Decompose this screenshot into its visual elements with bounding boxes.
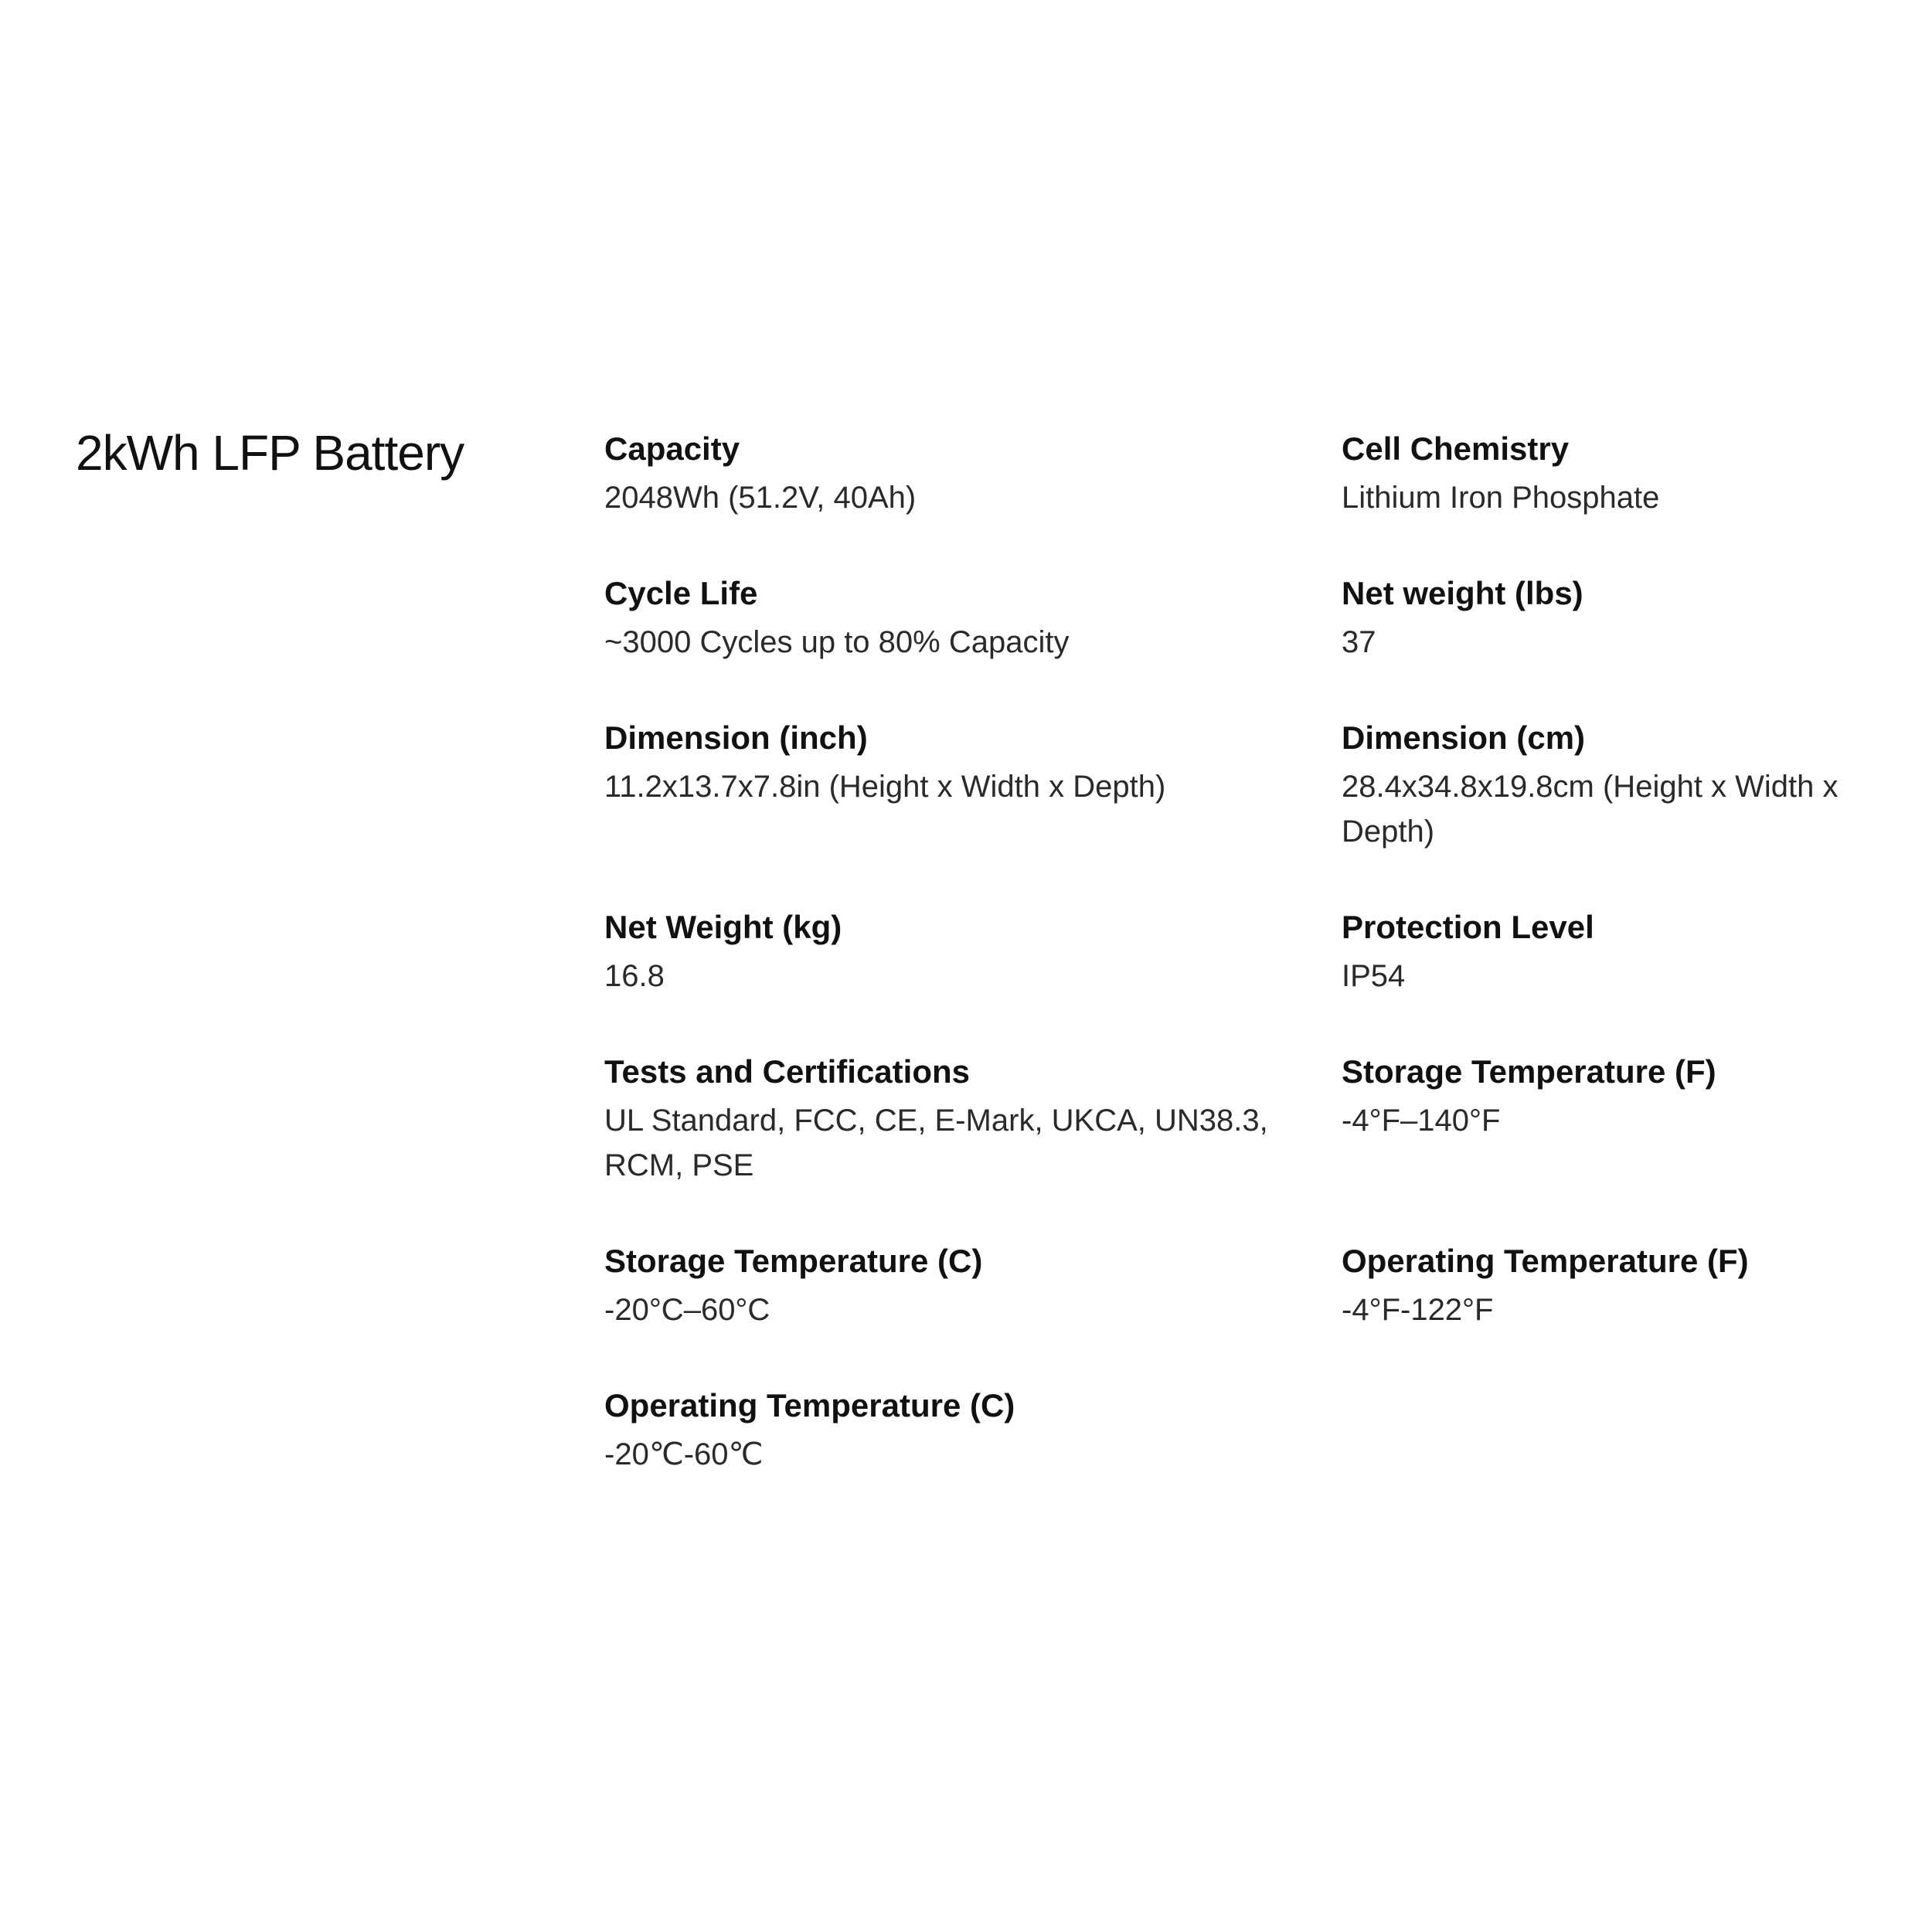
spec-operating-temp-f xyxy=(1342,1241,1887,1386)
spec-label: Tests and Certifications xyxy=(604,1053,970,1090)
spec-net-weight-lbs xyxy=(1342,573,1887,718)
spec-label: Operating Temperature (C) xyxy=(604,1387,1015,1423)
spec-value: 2048Wh (51.2V, 40Ah) xyxy=(604,481,917,515)
spec-value: Lithium Iron Phosphate xyxy=(1342,481,1660,515)
spec-label: Dimension (cm) xyxy=(1342,719,1586,756)
spec-label: Dimension (inch) xyxy=(604,719,868,756)
spec-protection-level xyxy=(1342,907,1887,1052)
spec-value: -20°C–60°C xyxy=(604,1293,770,1327)
spec-label: Cycle Life xyxy=(604,575,758,611)
spec-value: 28.4x34.8x19.8cm (Height x Width x Depth) xyxy=(1342,770,1838,849)
spec-net-weight-kg xyxy=(604,907,1342,1052)
spec-value: 11.2x13.7x7.8in (Height x Width x Depth) xyxy=(604,770,1166,804)
spec-tests-certifications xyxy=(604,1052,1342,1241)
spec-cell-chemistry xyxy=(1342,429,1887,573)
spec-value: ~3000 Cycles up to 80% Capacity xyxy=(604,625,1070,659)
spec-value: UL Standard, FCC, CE, E-Mark, UKCA, UN38.3, RCM, PSE xyxy=(604,1104,1268,1182)
spec-value: -4°F–140°F xyxy=(1342,1104,1501,1138)
spec-storage-temp-f xyxy=(1342,1052,1887,1241)
spec-label: Cell Chemistry xyxy=(1342,430,1570,467)
spec-value: IP54 xyxy=(1342,959,1406,993)
spec-cycle-life xyxy=(604,573,1342,718)
spec-label: Net weight (lbs) xyxy=(1342,575,1583,611)
spec-label: Storage Temperature (C) xyxy=(604,1243,983,1279)
spec-capacity xyxy=(604,429,1342,573)
spec-value: -4°F-122°F xyxy=(1342,1293,1494,1327)
spec-value: -20℃-60℃ xyxy=(604,1437,764,1471)
spec-dimension-cm xyxy=(1342,718,1887,907)
specs-grid xyxy=(604,429,1887,1530)
spec-dimension-inch xyxy=(604,718,1342,907)
spec-label: Capacity xyxy=(604,430,740,467)
spec-value: 37 xyxy=(1342,625,1376,659)
spec-value: 16.8 xyxy=(604,959,665,993)
spec-operating-temp-c xyxy=(604,1386,1342,1530)
spec-label: Operating Temperature (F) xyxy=(1342,1243,1749,1279)
spec-label: Protection Level xyxy=(1342,909,1594,945)
spec-label: Net Weight (kg) xyxy=(604,909,842,945)
product-title: 2kWh LFP Battery xyxy=(76,425,464,481)
spec-storage-temp-c xyxy=(604,1241,1342,1386)
spec-label: Storage Temperature (F) xyxy=(1342,1053,1716,1090)
